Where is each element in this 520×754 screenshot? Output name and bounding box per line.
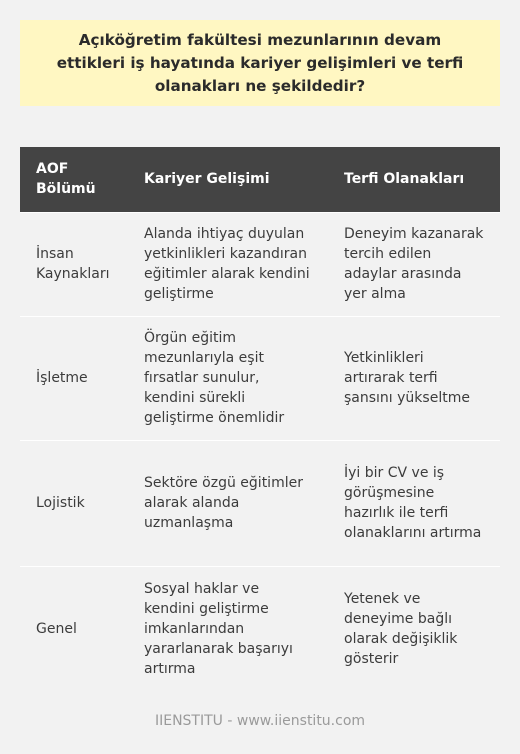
cell-department: Genel	[20, 566, 128, 692]
table-row	[20, 212, 500, 316]
cell-promotion: Yetkinlikleri artırarak terfi şansını yükseltme	[328, 316, 500, 440]
header-promotion-opportunities: Terfi Olanakları	[328, 147, 500, 212]
cell-department: Lojistik	[20, 440, 128, 566]
footer-credit: IIENSTITU - www.iienstitu.com	[154, 713, 366, 729]
question-box	[20, 20, 500, 106]
cell-promotion: Deneyim kazanarak tercih edilen adaylar arasında yer alma	[328, 212, 500, 316]
cell-promotion: İyi bir CV ve iş görüşmesine hazırlık ile terfi olanaklarını artırma	[328, 440, 500, 566]
question-title: Açıköğretim fakültesi mezunlarının devam ettikleri iş hayatında kariyer gelişimleri ve terfi olanakları ne şekildedir?	[56, 30, 464, 95]
cell-career-development: Alanda ihtiyaç duyulan yetkinlikleri kazandıran eğitimler alarak kendini geliştirme	[128, 212, 328, 316]
comparison-table	[20, 147, 500, 692]
table-row	[20, 566, 500, 692]
cell-promotion: Yetenek ve deneyime bağlı olarak değişiklik gösterir	[328, 566, 500, 692]
cell-career-development: Sosyal haklar ve kendini geliştirme imkanlarından yararlanarak başarıyı artırma	[128, 566, 328, 692]
header-career-development: Kariyer Gelişimi	[128, 147, 328, 212]
header-department: AOF Bölümü	[20, 147, 128, 212]
cell-career-development: Sektöre özgü eğitimler alarak alanda uzmanlaşma	[128, 440, 328, 566]
cell-career-development: Örgün eğitim mezunlarıyla eşit fırsatlar sunulur, kendini sürekli geliştirme önemlidir	[128, 316, 328, 440]
comparison-table-container	[20, 147, 500, 693]
table-row	[20, 440, 500, 566]
table-row	[20, 316, 500, 440]
cell-department: İnsan Kaynakları	[20, 212, 128, 316]
cell-department: İşletme	[20, 316, 128, 440]
table-header-row	[20, 147, 500, 212]
